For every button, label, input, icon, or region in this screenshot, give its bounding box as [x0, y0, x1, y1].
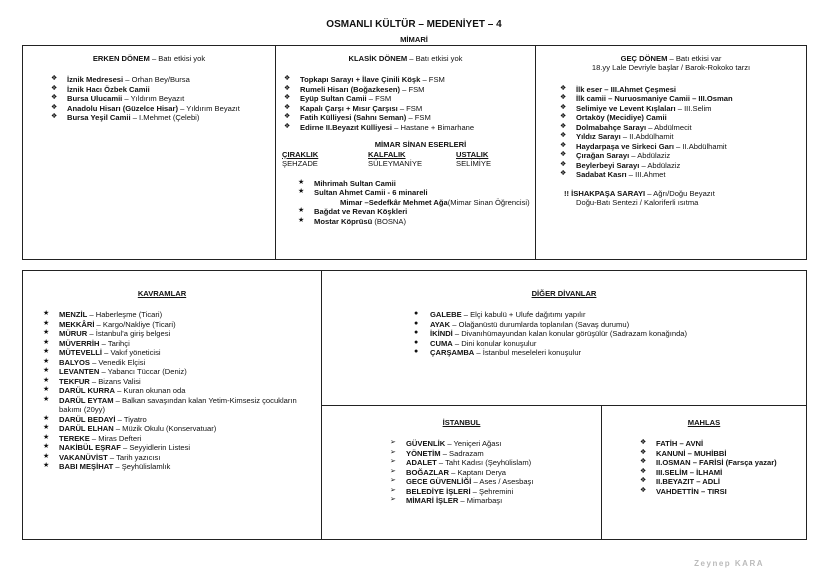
- diamond-bullet-icon: ❖: [284, 84, 291, 92]
- star-bullet-icon: ★: [43, 319, 50, 327]
- diamond-bullet-icon: ❖: [284, 94, 291, 102]
- list-item: ❖ Bursa Yeşil Camii – I.Mehmet (Çelebi): [51, 113, 200, 123]
- list-item: ★ DARÜL ELHAN – Müzik Okulu (Konservatuar): [43, 424, 217, 434]
- diamond-bullet-icon: ❖: [560, 84, 567, 92]
- dot-bullet-icon: ●: [414, 319, 419, 327]
- star-bullet-icon: ★: [298, 188, 305, 196]
- diamond-bullet-icon: ❖: [560, 141, 567, 149]
- diamond-bullet-icon: ❖: [640, 477, 647, 485]
- diamond-bullet-icon: ❖: [284, 113, 291, 121]
- early-period-heading: ERKEN DÖNEM – Batı etkisi yok: [92, 54, 206, 63]
- author-signature: Zeynep KARA: [694, 559, 764, 568]
- diamond-bullet-icon: ❖: [51, 75, 58, 83]
- list-item: ❖ II.OSMAN – FARİSİ (Farsça yazar): [640, 458, 777, 468]
- star-bullet-icon: ★: [43, 452, 50, 460]
- classical-period-list: [284, 75, 535, 132]
- diamond-bullet-icon: ❖: [284, 103, 291, 111]
- list-item: ★ MENZİL – Haberleşme (Ticari): [43, 310, 163, 320]
- list-item: ➢ BOĞAZLAR – Kaptanı Derya: [390, 467, 507, 477]
- list-item: ➢ MİMARİ İŞLER – Mimarbaşı: [390, 496, 503, 506]
- pen-names-section: [602, 406, 806, 539]
- istanbul-section: [322, 406, 601, 539]
- list-item: ★ TEREKE – Miras Defteri: [43, 433, 142, 443]
- list-item: ★ VAKANÜVİST – Tarih yazıcısı: [43, 452, 161, 462]
- sinan-periods: [282, 150, 535, 169]
- list-item: ★ MÜRUR – İstanbul'a giriş belgesi: [43, 329, 171, 339]
- ishakpasa-subnote: Doğu-Batı Sentezi / Kaloriferli ısıtma: [576, 198, 699, 208]
- list-item: ❖ Topkapı Sarayı + İlave Çinili Köşk – FSM: [284, 75, 445, 85]
- concepts-column: [23, 271, 321, 539]
- eytam-continuation: bakımı (20yy): [59, 405, 105, 415]
- architecture-table: [22, 45, 807, 260]
- list-item: ❖ VAHDETTİN – TIRSI: [640, 486, 727, 496]
- classical-period-column: [276, 46, 535, 259]
- star-bullet-icon: ★: [298, 207, 305, 215]
- star-bullet-icon: ★: [43, 367, 50, 375]
- istanbul-list: [390, 439, 601, 505]
- sinan-period-master: USTALIK SELİMİYE: [456, 149, 492, 169]
- list-item: ❖ Kapalı Çarşı + Mısır Çarşısı – FSM: [284, 103, 423, 113]
- diamond-bullet-icon: ❖: [640, 467, 647, 475]
- dot-bullet-icon: ●: [414, 348, 419, 356]
- star-bullet-icon: ★: [43, 348, 50, 356]
- star-bullet-icon: ★: [43, 310, 50, 318]
- diamond-bullet-icon: ❖: [51, 84, 58, 92]
- sinan-period-apprentice: ÇIRAKLIK ŞEHZADE: [282, 149, 319, 169]
- star-bullet-icon: ★: [43, 329, 50, 337]
- list-item: ❖ Beylerbeyi Sarayı – Abdülaziz: [560, 160, 681, 170]
- list-item: ★ DARÜL KURRA – Kuran okunan oda: [43, 386, 186, 396]
- diamond-bullet-icon: ❖: [560, 122, 567, 130]
- star-bullet-icon: ★: [43, 386, 50, 394]
- list-item: ❖ Fatih Külliyesi (Sahnı Seman) – FSM: [284, 113, 431, 123]
- list-item: ➢ GÜVENLİK – Yeniçeri Ağası: [390, 439, 502, 449]
- arrow-bullet-icon: ➢: [390, 496, 396, 504]
- list-item: ❖ İznik Medresesi – Orhan Bey/Bursa: [51, 75, 190, 85]
- list-item: ❖ II.BEYAZIT – ADLİ: [640, 477, 720, 487]
- list-item: ❖ KANUNİ – MUHİBBİ: [640, 448, 727, 458]
- star-bullet-icon: ★: [43, 414, 50, 422]
- arrow-bullet-icon: ➢: [390, 458, 396, 466]
- list-item: ★ LEVANTEN – Yabancı Tüccar (Deniz): [43, 367, 187, 377]
- sinan-period-journeyman: KALFALIK SÜLEYMANİYE: [368, 149, 423, 169]
- diamond-bullet-icon: ❖: [560, 113, 567, 121]
- list-item: ❖ Selimiye ve Levent Kışlaları – III.Selim: [560, 103, 712, 113]
- pen-names-list: [640, 439, 806, 496]
- concepts-heading: KAVRAMLAR: [137, 289, 187, 298]
- list-item: ➢ YÖNETİM – Sadrazam: [390, 448, 484, 458]
- concepts-list: [43, 310, 321, 471]
- list-item: ★ MÜVERRİH – Tarihçi: [43, 338, 130, 348]
- diamond-bullet-icon: ❖: [51, 113, 58, 121]
- star-bullet-icon: ★: [43, 424, 50, 432]
- diamond-bullet-icon: ❖: [51, 103, 58, 111]
- list-item: ❖ Dolmabahçe Sarayı – Abdülmecit: [560, 122, 692, 132]
- sinan-works-list: [298, 179, 535, 226]
- star-bullet-icon: ★: [43, 338, 50, 346]
- list-item: ➢ BELEDİYE İŞLERİ – Şehremini: [390, 486, 514, 496]
- star-bullet-icon: ★: [43, 443, 50, 451]
- diamond-bullet-icon: ❖: [284, 122, 291, 130]
- classical-period-heading: KLASİK DÖNEM – Batı etkisi yok: [348, 54, 463, 63]
- list-item: ★ Mihrimah Sultan Camii: [298, 178, 396, 188]
- list-item: ★ Sultan Ahmet Camii - 6 minareli: [298, 188, 428, 198]
- list-item: ★ Bağdat ve Revan Köşkleri: [298, 207, 408, 217]
- list-item: ❖ Sadabat Kasrı – III.Ahmet: [560, 170, 666, 180]
- star-bullet-icon: ★: [298, 178, 305, 186]
- star-bullet-icon: ★: [43, 395, 50, 403]
- dot-bullet-icon: ●: [414, 329, 419, 337]
- diamond-bullet-icon: ❖: [560, 151, 567, 159]
- list-item: ❖ Ortaköy (Mecidiye) Camii: [560, 113, 667, 123]
- star-bullet-icon: ★: [298, 216, 305, 224]
- sinan-works-heading: MİMAR SİNAN ESERLERİ: [374, 140, 467, 150]
- list-item: ● ÇARŞAMBA – İstanbul meseleleri konuşulur: [414, 348, 582, 358]
- arrow-bullet-icon: ➢: [390, 486, 396, 494]
- pen-names-heading: MAHLAS: [687, 418, 721, 427]
- list-item: ❖ Bursa Ulucamii – Yıldırım Beyazıt: [51, 94, 185, 104]
- sedefkar-note: Mimar –Sedefkâr Mehmet Ağa (Mimar Sinan Öğrencisi): [340, 197, 530, 207]
- councils-section: [322, 271, 806, 405]
- diamond-bullet-icon: ❖: [560, 160, 567, 168]
- arrow-bullet-icon: ➢: [390, 477, 396, 485]
- istanbul-heading: İSTANBUL: [442, 418, 481, 427]
- early-period-list: [51, 75, 275, 122]
- star-bullet-icon: ★: [43, 462, 50, 470]
- list-item: ❖ İznik Hacı Özbek Camii: [51, 84, 150, 94]
- late-period-subheading: 18.yy Lale Devriyle başlar / Barok-Rokoko tarzı: [591, 63, 751, 73]
- list-item: ❖ İlk camii – Nuruosmaniye Camii – III.Osman: [560, 94, 733, 104]
- late-period-list: [560, 85, 806, 180]
- list-item: ★ BABI MEŞİHAT – Şeyhülislamlık: [43, 462, 171, 472]
- list-item: ➢ GECE GÜVENLİĞİ – Ases / Asesbaşı: [390, 477, 534, 487]
- early-period-column: [23, 46, 275, 259]
- list-item: ★ MEKKÂRİ – Kargo/Nakliye (Ticari): [43, 319, 176, 329]
- diamond-bullet-icon: ❖: [640, 439, 647, 447]
- list-item: ❖ Rumeli Hisarı (Boğazkesen) – FSM: [284, 84, 425, 94]
- concepts-table: [22, 270, 807, 540]
- list-item: ● CUMA – Dini konular konuşulur: [414, 338, 537, 348]
- dot-bullet-icon: ●: [414, 310, 419, 318]
- ishakpasa-note: !! İSHAKPAŞA SARAYI – Ağrı/Doğu Beyazıt: [564, 188, 715, 198]
- star-bullet-icon: ★: [43, 433, 50, 441]
- diamond-bullet-icon: ❖: [51, 94, 58, 102]
- list-item: ❖ Eyüp Sultan Camii – FSM: [284, 94, 392, 104]
- diamond-bullet-icon: ❖: [560, 103, 567, 111]
- list-item: ❖ Anadolu Hisarı (Güzelce Hisar) – Yıldırım Beyazıt: [51, 103, 240, 113]
- diamond-bullet-icon: ❖: [640, 458, 647, 466]
- list-item: ❖ Yıldız Sarayı – II.Abdülhamit: [560, 132, 674, 142]
- diamond-bullet-icon: ❖: [284, 75, 291, 83]
- page-title: OSMANLI KÜLTÜR – MEDENİYET – 4: [326, 19, 502, 30]
- list-item: ❖ İlk eser – III.Ahmet Çeşmesi: [560, 84, 677, 94]
- star-bullet-icon: ★: [43, 357, 50, 365]
- list-item: ★ Mostar Köprüsü (BOSNA): [298, 216, 406, 226]
- list-item: ★ BALYOS – Venedik Elçisi: [43, 357, 146, 367]
- list-item: ● İKİNDİ – Divanıhümayundan kalan konular görüşülür (Sadrazam konağında): [414, 329, 688, 339]
- councils-heading: DİĞER DİVANLAR: [531, 289, 597, 298]
- arrow-bullet-icon: ➢: [390, 448, 396, 456]
- diamond-bullet-icon: ❖: [640, 486, 647, 494]
- list-item: ➢ ADALET – Taht Kadısı (Şeyhülislam): [390, 458, 532, 468]
- page-subtitle: MİMARİ: [400, 35, 428, 44]
- list-item: ● GALEBE – Elçi kabulü + Ulufe dağıtımı yapılır: [414, 310, 586, 320]
- arrow-bullet-icon: ➢: [390, 439, 396, 447]
- list-item: ❖ Haydarpaşa ve Sirkeci Garı – II.Abdülhamit: [560, 141, 727, 151]
- list-item: ● AYAK – Olağanüstü durumlarda toplanılan (Savaş durumu): [414, 319, 630, 329]
- star-bullet-icon: ★: [43, 376, 50, 384]
- list-item: ★ MÜTEVELLİ – Vakıf yöneticisi: [43, 348, 161, 358]
- councils-list: [414, 310, 806, 357]
- diamond-bullet-icon: ❖: [560, 94, 567, 102]
- list-item: ❖ Edirne II.Beyazıt Külliyesi – Hastane + Bimarhane: [284, 122, 475, 132]
- list-item: ★ TEKFUR – Bizans Valisi: [43, 376, 141, 386]
- list-item: ★ DARÜL BEDAYİ – Tiyatro: [43, 414, 147, 424]
- list-item: ❖ III.SELİM – İLHAMİ: [640, 467, 723, 477]
- late-period-heading: GEÇ DÖNEM – Batı etkisi var: [620, 54, 722, 63]
- dot-bullet-icon: ●: [414, 338, 419, 346]
- arrow-bullet-icon: ➢: [390, 467, 396, 475]
- late-period-column: [536, 46, 806, 259]
- diamond-bullet-icon: ❖: [560, 132, 567, 140]
- list-item: ❖ Çırağan Sarayı – Abdülaziz: [560, 151, 671, 161]
- diamond-bullet-icon: ❖: [640, 448, 647, 456]
- list-item: ★ NAKİBÜL EŞRAF – Seyyidlerin Listesi: [43, 443, 191, 453]
- diamond-bullet-icon: ❖: [560, 170, 567, 178]
- list-item: ❖ FATİH – AVNİ: [640, 439, 704, 449]
- list-item: ★ DARÜL EYTAM – Balkan savaşından kalan Yetim-Kimsesiz çocukların: [43, 395, 297, 405]
